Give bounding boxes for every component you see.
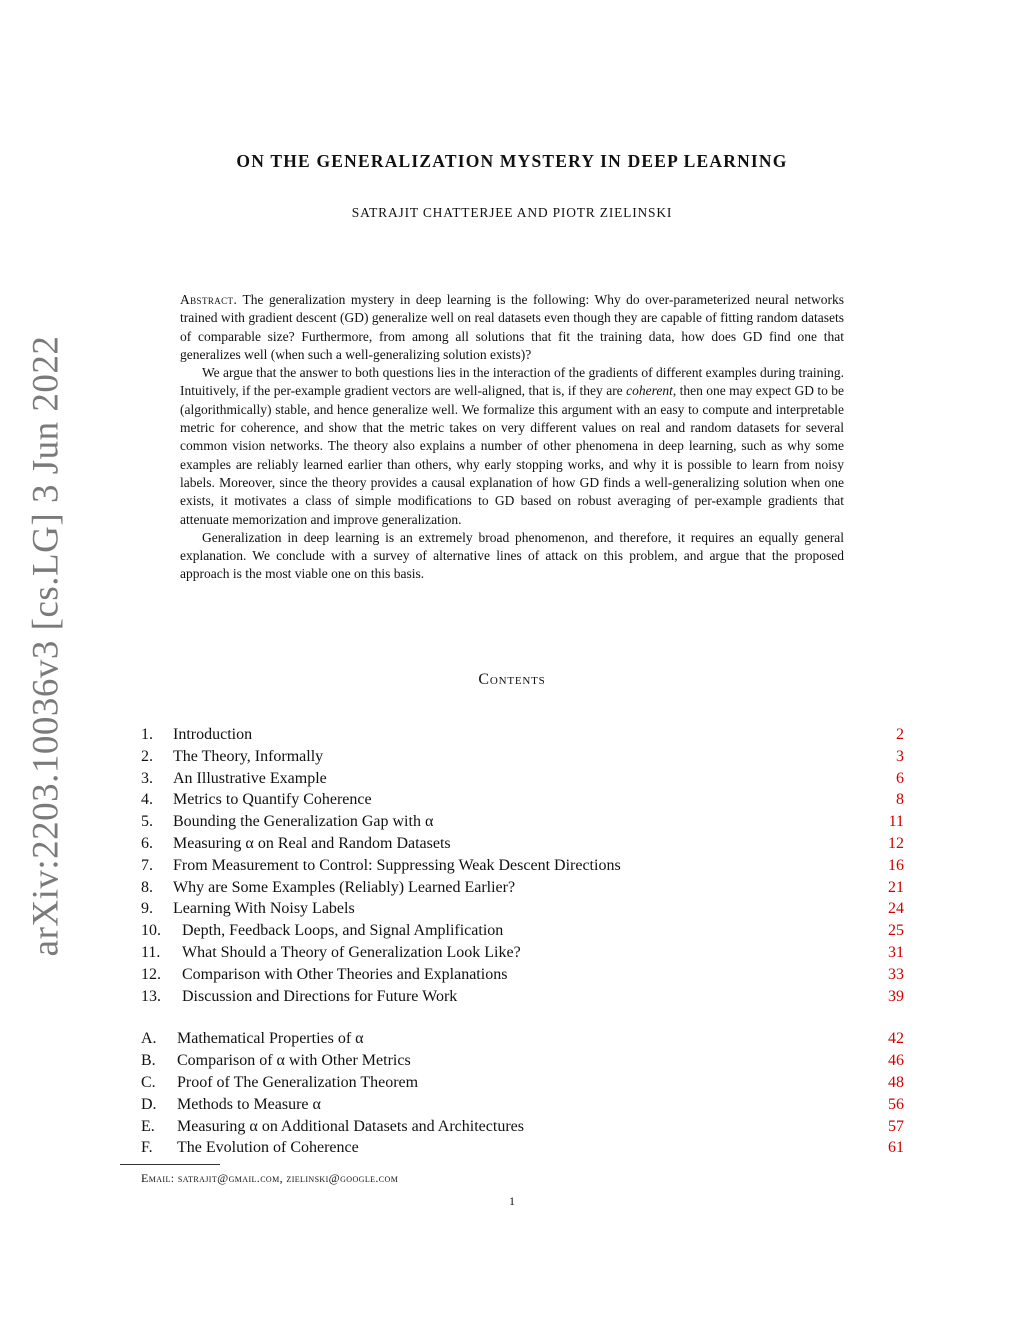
- toc-entry-number: 8.: [141, 878, 153, 896]
- toc-page-link[interactable]: 56: [888, 1095, 904, 1113]
- toc-entry[interactable]: [141, 920, 904, 942]
- toc-entry-title: Bounding the Generalization Gap with α: [173, 813, 434, 831]
- toc-entry[interactable]: [141, 833, 904, 855]
- toc-entry-title: Mathematical Properties of α: [177, 1030, 364, 1048]
- toc-entry-number: E.: [141, 1117, 155, 1135]
- abstract: [180, 291, 844, 584]
- footnote-label: Email:: [141, 1171, 175, 1185]
- toc-page-link[interactable]: 25: [888, 922, 904, 940]
- toc-entry[interactable]: [141, 855, 904, 877]
- toc-entry[interactable]: [141, 964, 904, 986]
- toc-entry-title: Methods to Measure α: [177, 1095, 321, 1113]
- toc-page-link[interactable]: 3: [896, 747, 904, 765]
- toc-entry-number: 9.: [141, 900, 153, 918]
- footnote-email: [141, 1171, 398, 1186]
- table-of-contents: [141, 724, 904, 1159]
- toc-page-link[interactable]: 39: [888, 987, 904, 1005]
- toc-entry-title: An Illustrative Example: [173, 769, 327, 787]
- toc-entry-title: The Theory, Informally: [173, 747, 324, 765]
- toc-page-link[interactable]: 33: [888, 965, 904, 983]
- toc-entry-number: 6.: [141, 834, 153, 852]
- toc-entry-number: 2.: [141, 747, 153, 765]
- toc-page-link[interactable]: 6: [896, 769, 904, 787]
- toc-entry[interactable]: [141, 811, 904, 833]
- contents-heading: Contents: [478, 671, 546, 688]
- toc-entry-title: Comparison of α with Other Metrics: [177, 1052, 411, 1070]
- toc-entry-number: C.: [141, 1073, 156, 1091]
- toc-page-link[interactable]: 8: [896, 791, 904, 809]
- toc-entry-title: Proof of The Generalization Theorem: [177, 1073, 419, 1091]
- toc-appendix-entry[interactable]: [141, 1094, 904, 1116]
- toc-entry-title: Why are Some Examples (Reliably) Learned Earlier?: [173, 878, 516, 896]
- page-number: 1: [509, 1194, 515, 1208]
- toc-entry-title: Measuring α on Additional Datasets and Architectures: [177, 1117, 524, 1135]
- toc-entry-number: 1.: [141, 726, 153, 743]
- toc-appendix-entry[interactable]: [141, 1116, 904, 1138]
- toc-page-link[interactable]: 12: [888, 834, 904, 852]
- toc-entry[interactable]: [141, 724, 904, 746]
- toc-entry-number: B.: [141, 1052, 156, 1070]
- abstract-p2-before: We argue that the answer to both questions lies in the interaction of the gradients of different examples during training. Intuitively, if the per-example gradient vectors are well-aligned, that is, if they are: [180, 365, 844, 399]
- abstract-p2-after: , then one may expect GD to be (algorithmically) stable, and hence generalize well. We formalize this argument with an easy to compute and interpretable metric for coherence, and show that the metric takes on very different values on real and random datasets for several common vision networks. The theory also explains a number of other phenomena in deep learning, such as why some examples are reliably learned earlier than others, why early stopping works, and why it is possible to learn from noisy labels. Moreover, since the theory provides a causal explanation of how GD finds a well-generalizing solution when one exists, it motivates a class of simple modifications to GD based on robust averaging of per-example gradients that attenuate memorization and improve generalization.: [180, 383, 844, 527]
- toc-entry-number: 11.: [141, 943, 161, 961]
- toc-entry-title: From Measurement to Control: Suppressing Weak Descent Directions: [173, 856, 621, 874]
- toc-spacer: [141, 1007, 904, 1028]
- paper-title: ON THE GENERALIZATION MYSTERY IN DEEP LEARNING: [236, 151, 788, 171]
- footnote-divider: [120, 1164, 220, 1165]
- toc-entry-number: D.: [141, 1095, 157, 1113]
- toc-page-link[interactable]: 2: [896, 726, 904, 743]
- toc-entry-number: 12.: [141, 965, 161, 983]
- toc-entry-title: The Evolution of Coherence: [177, 1139, 359, 1157]
- toc-page-link[interactable]: 48: [888, 1073, 904, 1091]
- toc-page-link[interactable]: 61: [888, 1139, 904, 1157]
- arxiv-stamp: arXiv:2203.10036v3 [cs.LG] 3 Jun 2022: [25, 335, 67, 957]
- toc-entry-number: F.: [141, 1139, 153, 1157]
- toc-page-link[interactable]: 21: [888, 878, 904, 896]
- toc-entry-title: Learning With Noisy Labels: [173, 900, 355, 918]
- toc-entry[interactable]: [141, 898, 904, 920]
- toc-page-link[interactable]: 11: [888, 813, 904, 831]
- toc-appendix-entry[interactable]: [141, 1050, 904, 1072]
- toc-entry-title: Discussion and Directions for Future Work: [182, 987, 458, 1005]
- toc-entry-title: Metrics to Quantify Coherence: [173, 791, 372, 809]
- toc-entry[interactable]: [141, 746, 904, 768]
- abstract-paragraph-3: Generalization in deep learning is an extremely broad phenomenon, and therefore, it requires an equally general explanation. We conclude with a survey of alternative lines of attack on this problem, and argue that the proposed approach is the most viable one on this basis.: [180, 529, 844, 582]
- toc-entry-title: What Should a Theory of Generalization Look Like?: [182, 943, 521, 961]
- toc-page-link[interactable]: 46: [888, 1052, 904, 1070]
- abstract-p1-text: The generalization mystery in deep learning is the following: Why do over-parameterized neural networks trained with gradient descent (GD) generalize well on real datasets even though they are capable of fitting random datasets of comparable size? Furthermore, from among all solutions that fit the training data, how does GD find one that generalizes well (when such a well-generalizing solution exists)?: [180, 292, 845, 362]
- toc-entry-number: A.: [141, 1030, 157, 1048]
- toc-entry-number: 3.: [141, 769, 153, 787]
- abstract-paragraph-1: [180, 291, 844, 364]
- toc-entry-title: Depth, Feedback Loops, and Signal Amplification: [182, 922, 504, 940]
- toc-entry[interactable]: [141, 877, 904, 899]
- toc-entry[interactable]: [141, 942, 904, 964]
- toc-entry-number: 10.: [141, 922, 161, 940]
- toc-page-link[interactable]: 16: [888, 856, 904, 874]
- abstract-paragraph-2: [180, 364, 844, 529]
- toc-entry-number: 5.: [141, 813, 153, 831]
- abstract-label: Abstract.: [180, 292, 238, 307]
- toc-entry-number: 13.: [141, 987, 161, 1005]
- toc-entry[interactable]: [141, 986, 904, 1008]
- toc-appendix-entry[interactable]: [141, 1028, 904, 1050]
- toc-page-link[interactable]: 24: [888, 900, 904, 918]
- toc-entry-title: Measuring α on Real and Random Datasets: [173, 834, 451, 852]
- abstract-p2-emphasis: coherent: [626, 383, 673, 399]
- footnote-email-addresses: satrajit@gmail.com, zielinski@google.com: [177, 1171, 399, 1185]
- toc-appendix-entry[interactable]: [141, 1072, 904, 1094]
- toc-page-link[interactable]: 57: [888, 1117, 904, 1135]
- toc-page-link[interactable]: 31: [888, 943, 904, 961]
- toc-entry-number: 4.: [141, 791, 153, 809]
- paper-authors: SATRAJIT CHATTERJEE AND PIOTR ZIELINSKI: [351, 205, 673, 220]
- toc-entry-title: Comparison with Other Theories and Explanations: [182, 965, 508, 983]
- toc-appendix-entry[interactable]: [141, 1137, 904, 1159]
- toc-entry[interactable]: [141, 789, 904, 811]
- toc-entry-number: 7.: [141, 856, 153, 874]
- toc-page-link[interactable]: 42: [888, 1030, 904, 1048]
- toc-entry[interactable]: [141, 768, 904, 790]
- toc-entry-title: Introduction: [173, 726, 253, 743]
